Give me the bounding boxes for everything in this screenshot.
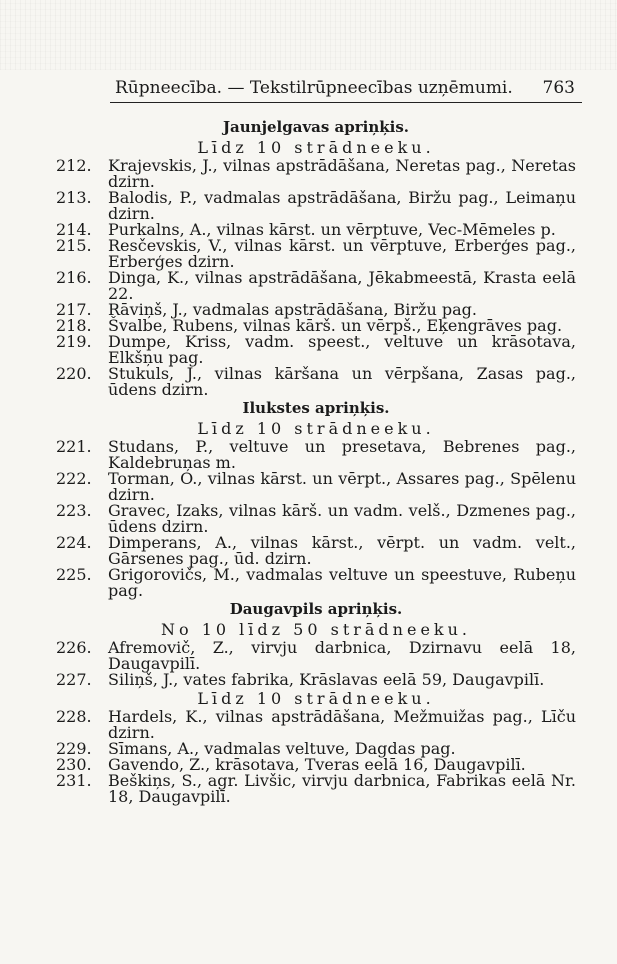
entry-text: Studans, P., veltuve un presetava, Bebrenes pag., Kaldebruņas m. [108, 437, 576, 472]
entry-number: 215. [56, 236, 92, 255]
entry-text: Gravec, Izaks, vilnas kārš. un vadm. velš., Dzmenes pag., ūdens dzirn. [108, 501, 576, 536]
entry-number: 229. [56, 739, 92, 758]
section-title: Daugavpils apriņķis. [229, 600, 403, 618]
entry-number: 216. [56, 268, 92, 287]
entry-text: Dinga, K., vilnas apstrādāšana, Jēkabmeestā, Krasta eelā 22. [108, 268, 576, 303]
list-item [56, 709, 576, 741]
entry-number: 218. [56, 316, 92, 335]
list-item [56, 366, 576, 398]
scan-noise [0, 0, 617, 70]
entry-text: Resčevskis, V., vilnas kārst. un vērptuve, Erberģes pag., Erberģes dzirn. [108, 236, 576, 271]
section-title: Jaunjelgavas apriņķis. [222, 118, 410, 136]
entry-text: Krajevskis, J., vilnas apstrādāšana, Neretas pag., Neretas dzirn. [108, 156, 576, 191]
section-title: Ilukstes apriņķis. [242, 399, 390, 417]
entry-text: Dumpe, Kriss, vadm. speest., veltuve un krāsotava, Elkšņu pag. [108, 332, 576, 367]
list-item [56, 567, 576, 599]
section-subtitle: Līdz 10 strādneeku. [197, 689, 435, 708]
entry-number: 219. [56, 332, 92, 351]
entry-text: Hardels, K., vilnas apstrādāšana, Mežmuižas pag., Līču dzirn. [108, 707, 576, 742]
entry-number: 227. [56, 670, 92, 689]
entry-text: Grigorovičs, M., vadmalas veltuve un speestuve, Rubeņu pag. [108, 565, 576, 600]
entry-text: Rāviņš, J., vadmalas apstrādāšana, Biržu pag. [108, 300, 477, 319]
list-item [56, 270, 576, 302]
list-item [56, 471, 576, 503]
list-item [56, 190, 576, 222]
entry-text: Švalbe, Rubens, vilnas kārš. un vērpš., Eķengrāves pag. [108, 316, 563, 335]
entry-number: 212. [56, 156, 92, 175]
section-subtitle: Līdz 10 strādneeku. [197, 138, 435, 157]
entry-number: 223. [56, 501, 92, 520]
entry-text: Gavendo, Z., krāsotava, Tveras eelā 16, Daugavpilī. [108, 755, 526, 774]
entry-text: Sīmans, A., vadmalas veltuve, Dagdas pag. [108, 739, 456, 758]
list-item [56, 640, 576, 672]
entry-number: 224. [56, 533, 92, 552]
entry-text: Stukuls, J., vilnas kāršana un vērpšana, Zasas pag., ūdens dzirn. [108, 364, 576, 399]
entry-number: 231. [56, 771, 92, 790]
entry-text: Siliņš, J., vates fabrika, Krāslavas eelā 59, Daugavpilī. [108, 670, 545, 689]
entry-number: 214. [56, 220, 92, 239]
entry-number: 228. [56, 707, 92, 726]
entry-text: Torman, O., vilnas kārst. un vērpt., Assares pag., Spēlenu dzirn. [108, 469, 576, 504]
entry-text: Balodis, P., vadmalas apstrādāšana, Biržu pag., Leimaņu dzirn. [108, 188, 576, 223]
entry-text: Dimperans, A., vilnas kārst., vērpt. un vadm. velt., Gārsenes pag., ūd. dzirn. [108, 533, 576, 568]
entry-number: 217. [56, 300, 92, 319]
header-title: Rūpneecība. — Tekstilrūpneecības uzņēmumi. [115, 78, 513, 98]
list-item [56, 773, 576, 805]
entry-number: 222. [56, 469, 92, 488]
list-item [56, 238, 576, 270]
list-item [56, 439, 576, 471]
entry-text: Beškiņs, S., agr. Livšic, virvju darbnica, Fabrikas eelā Nr. 18, Daugavpilī. [108, 771, 576, 806]
entry-text: Purkalns, A., vilnas kārst. un vērptuve, Vec-Mēmeles p. [108, 220, 556, 239]
list-item [56, 503, 576, 535]
entry-number: 225. [56, 565, 92, 584]
entry-number: 213. [56, 188, 92, 207]
entry-number: 226. [56, 638, 92, 657]
main-content [56, 117, 576, 805]
list-item [56, 158, 576, 190]
entry-number: 230. [56, 755, 92, 774]
running-header [115, 78, 575, 102]
entry-text: Afremovič, Z., virvju darbnica, Dzirnavu eelā 18, Daugavpilī. [108, 638, 576, 673]
list-item [56, 334, 576, 366]
entry-number: 221. [56, 437, 92, 456]
list-item [56, 672, 576, 688]
header-rule [110, 102, 582, 103]
list-item [56, 535, 576, 567]
section-subtitle: No 10 līdz 50 strādneeku. [161, 620, 471, 639]
section-subtitle: Līdz 10 strādneeku. [197, 419, 435, 438]
entry-number: 220. [56, 364, 92, 383]
page-number: 763 [542, 78, 575, 98]
